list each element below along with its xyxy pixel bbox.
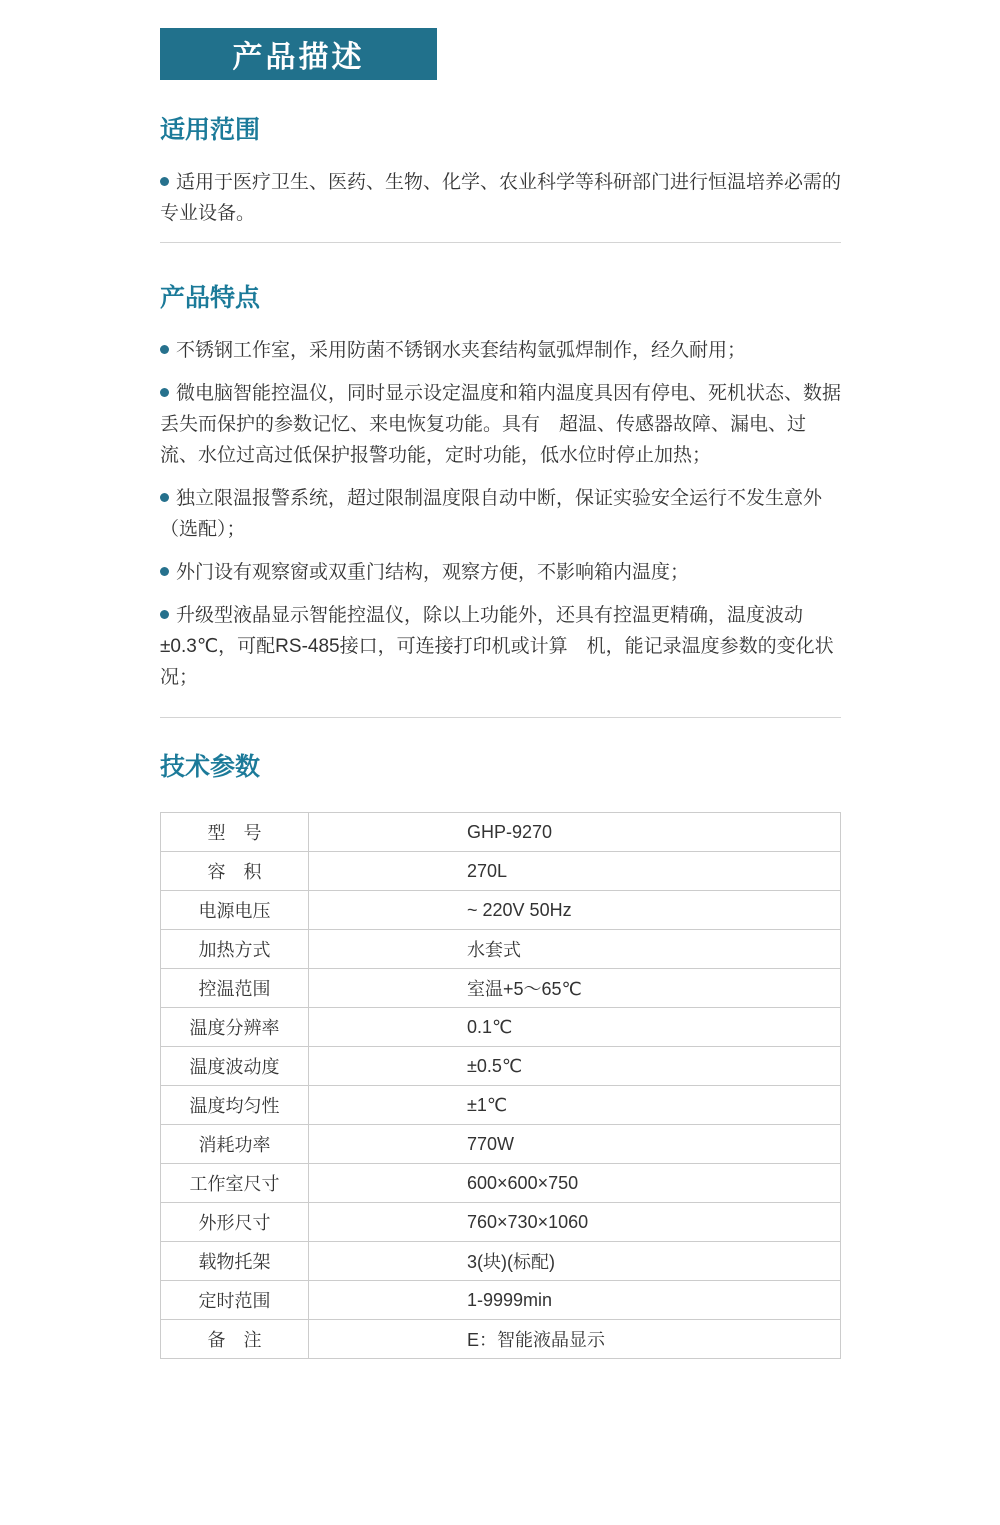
- spec-value: 270L: [309, 852, 841, 891]
- spec-row: [161, 852, 841, 891]
- feature-bullet: [160, 483, 841, 545]
- feature-bullet: [160, 335, 841, 366]
- scope-bullet-text: 适用于医疗卫生、医药、生物、化学、农业科学等科研部门进行恒温培养必需的专业设备。: [160, 172, 842, 224]
- spec-label: 工作室尺寸: [161, 1164, 309, 1203]
- spec-value: 水套式: [309, 930, 841, 969]
- spec-label: 容 积: [161, 852, 309, 891]
- spec-row: [161, 1008, 841, 1047]
- spec-value: 0.1℃: [309, 1008, 841, 1047]
- spec-value: 1-9999min: [309, 1281, 841, 1320]
- spec-value: ±1℃: [309, 1086, 841, 1125]
- spec-label: 电源电压: [161, 891, 309, 930]
- feature-bullet: [160, 557, 841, 588]
- spec-value: ±0.5℃: [309, 1047, 841, 1086]
- spec-row: [161, 1164, 841, 1203]
- bullet-dot-icon: [160, 388, 169, 397]
- spec-label: 备 注: [161, 1320, 309, 1359]
- spec-label: 载物托架: [161, 1242, 309, 1281]
- feature-bullet: [160, 378, 841, 471]
- scope-bullet: [160, 167, 841, 229]
- section-divider: [160, 717, 841, 718]
- section-heading-features: 产品特点: [160, 284, 261, 312]
- feature-bullet-text: 不锈钢工作室，采用防菌不锈钢水夹套结构氩弧焊制作，经久耐用；: [176, 340, 747, 361]
- feature-bullet-text: 升级型液晶显示智能控温仪，除以上功能外，还具有控温更精确，温度波动±0.3℃，可配RS-485接口，可连接打印机或计算 机，能记录温度参数的变化状况；: [160, 605, 834, 688]
- spec-value: 760×730×1060: [309, 1203, 841, 1242]
- spec-row: [161, 1281, 841, 1320]
- spec-value: 室温+5～65℃: [309, 969, 841, 1008]
- spec-row: [161, 930, 841, 969]
- feature-bullet: [160, 600, 841, 693]
- spec-label: 控温范围: [161, 969, 309, 1008]
- product-description-banner: [160, 28, 437, 80]
- section-heading-specs: 技术参数: [160, 753, 261, 781]
- spec-label: 温度波动度: [161, 1047, 309, 1086]
- banner-title: 产品描述: [232, 41, 365, 74]
- bullet-dot-icon: [160, 610, 169, 619]
- feature-bullet-text: 微电脑智能控温仪，同时显示设定温度和箱内温度具因有停电、死机状态、数据丢失而保护的参数记忆、来电恢复功能。具有 超温、传感器故障、漏电、过流、水位过高过低保护报警功能，定时功能，低水位时停止加热；: [160, 383, 842, 466]
- spec-label: 温度均匀性: [161, 1086, 309, 1125]
- feature-bullet-text: 外门设有观察窗或双重门结构，观察方便，不影响箱内温度；: [176, 562, 690, 583]
- spec-value: ~ 220V 50Hz: [309, 891, 841, 930]
- spec-row: [161, 1125, 841, 1164]
- bullet-dot-icon: [160, 345, 169, 354]
- spec-value: 770W: [309, 1125, 841, 1164]
- spec-label: 外形尺寸: [161, 1203, 309, 1242]
- spec-label: 定时范围: [161, 1281, 309, 1320]
- spec-row: [161, 1203, 841, 1242]
- spec-row: [161, 813, 841, 852]
- spec-row: [161, 1086, 841, 1125]
- spec-row: [161, 1242, 841, 1281]
- spec-row: [161, 891, 841, 930]
- spec-label: 温度分辨率: [161, 1008, 309, 1047]
- spec-label: 消耗功率: [161, 1125, 309, 1164]
- spec-value: E：智能液晶显示: [309, 1320, 841, 1359]
- specs-table: [160, 812, 841, 1359]
- bullet-dot-icon: [160, 493, 169, 502]
- bullet-dot-icon: [160, 567, 169, 576]
- page-content: [160, 28, 841, 1359]
- spec-row: [161, 1320, 841, 1359]
- section-divider: [160, 242, 841, 243]
- feature-bullet-text: 独立限温报警系统，超过限制温度限自动中断，保证实验安全运行不发生意外（选配）；: [160, 488, 823, 540]
- section-heading-scope: 适用范围: [160, 116, 261, 144]
- bullet-dot-icon: [160, 177, 169, 186]
- spec-value: 600×600×750: [309, 1164, 841, 1203]
- spec-row: [161, 1047, 841, 1086]
- spec-value: GHP-9270: [309, 813, 841, 852]
- spec-value: 3(块)(标配): [309, 1242, 841, 1281]
- spec-label: 型 号: [161, 813, 309, 852]
- spec-label: 加热方式: [161, 930, 309, 969]
- spec-row: [161, 969, 841, 1008]
